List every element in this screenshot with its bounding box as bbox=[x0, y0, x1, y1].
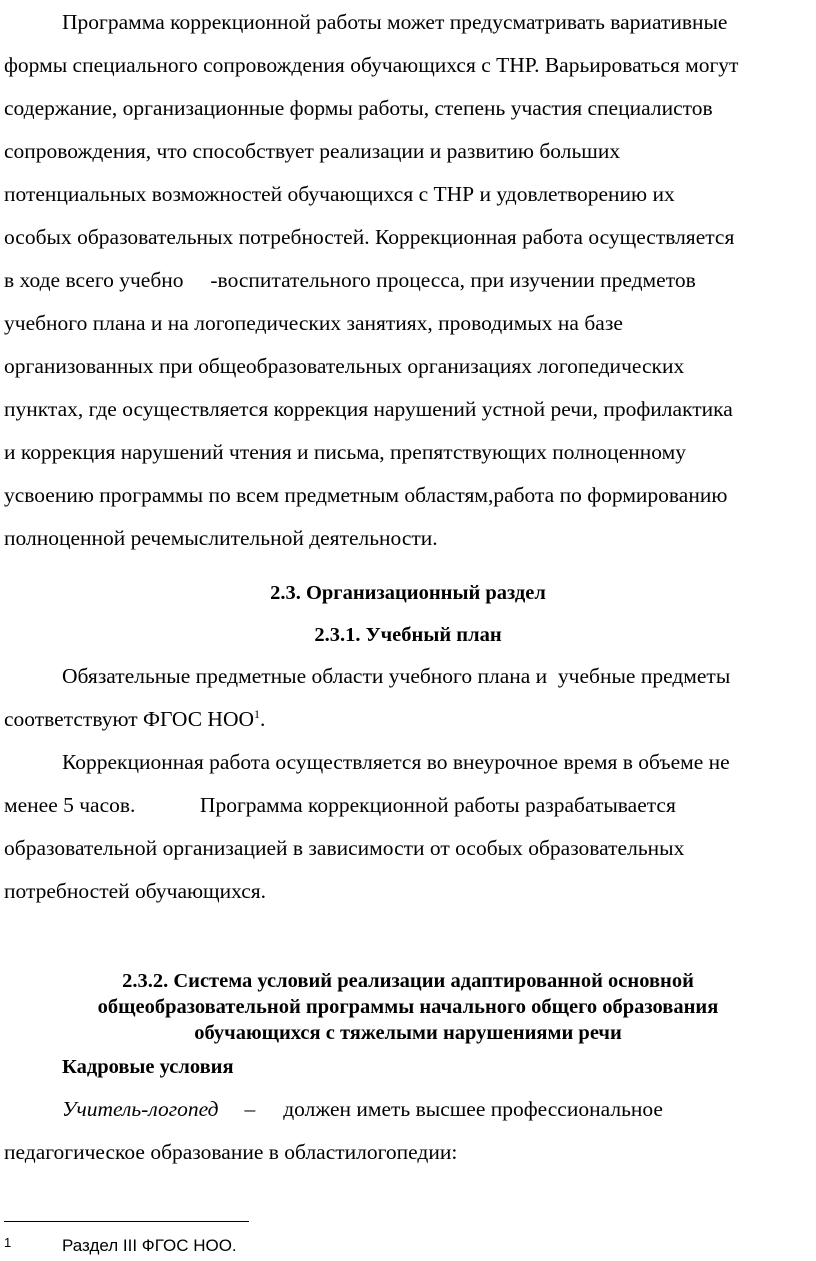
text-line: особых образовательных потребностей. Коррекционная работа осуществляется bbox=[4, 225, 735, 249]
text-fragment: соответствуют ФГОС НОО bbox=[4, 707, 255, 731]
subsection2-title-line: обучающихся с тяжелыми нарушениями речи bbox=[194, 1022, 622, 1044]
text-line: Обязательные предметные области учебного плана и учебные предметы bbox=[62, 664, 731, 688]
footnote-text: Раздел III ФГОС НОО. bbox=[62, 1236, 237, 1255]
subsection2-title-line: 2.3.2. Система условий реализации адаптированной основной bbox=[122, 970, 694, 992]
text-line: сопровождения, что способствует реализации и развитию больших bbox=[4, 139, 621, 163]
text-line: педагогическое образование в областилогопедии: bbox=[4, 1140, 458, 1164]
text-line: Программа коррекционной работы может предусматривать вариативные bbox=[62, 10, 728, 34]
text-line: потенциальных возможностей обучающихся с ТНР и удовлетворению их bbox=[4, 182, 675, 206]
text-line: и коррекция нарушений чтения и письма, препятствующих полноценному bbox=[4, 440, 686, 464]
section-title: 2.3. Организационный раздел bbox=[270, 582, 546, 604]
text-line: организованных при общеобразовательных организациях логопедических bbox=[4, 354, 685, 378]
footnote-separator bbox=[4, 1221, 249, 1222]
dash: – bbox=[244, 1097, 256, 1121]
text-line bbox=[4, 706, 265, 732]
text-line: полноценной речемыслительной деятельности. bbox=[4, 526, 438, 550]
text-line bbox=[62, 1096, 663, 1122]
text-line: потребностей обучающихся. bbox=[4, 879, 267, 903]
text-line: образовательной организацией в зависимости от особых образовательных bbox=[4, 836, 685, 860]
subsection-title: 2.3.1. Учебный план bbox=[314, 624, 502, 646]
text-line: в ходе всего учебно -воспитательного процесса, при изучении предметов bbox=[4, 268, 696, 292]
text-line: формы специального сопровождения обучающихся с ТНР. Варьироваться могут bbox=[4, 53, 739, 77]
text-line: содержание, организационные формы работы, степень участия специалистов bbox=[4, 96, 713, 120]
text-line: усвоению программы по всем предметным областям,работа по формированию bbox=[4, 483, 728, 507]
footnote-number: 1 bbox=[4, 1235, 12, 1250]
text-line: учебного плана и на логопедических занятиях, проводимых на базе bbox=[4, 311, 623, 335]
subsection2-title-line: общеобразовательной программы начального общего образования bbox=[97, 996, 719, 1018]
staff-heading: Кадровые условия bbox=[62, 1056, 234, 1078]
text-line: пунктах, где осуществляется коррекция нарушений устной речи, профилактика bbox=[4, 397, 733, 421]
text-line: менее 5 часов. Программа коррекционной работы разрабатывается bbox=[4, 793, 676, 817]
text-line: Коррекционная работа осуществляется во внеурочное время в объеме не bbox=[62, 750, 730, 774]
text-fragment: . bbox=[260, 707, 266, 731]
text-fragment: должен иметь высшее профессиональное bbox=[283, 1097, 663, 1121]
footnote-reference: 1 bbox=[254, 706, 261, 721]
role-label: Учитель-логопед bbox=[62, 1097, 219, 1121]
